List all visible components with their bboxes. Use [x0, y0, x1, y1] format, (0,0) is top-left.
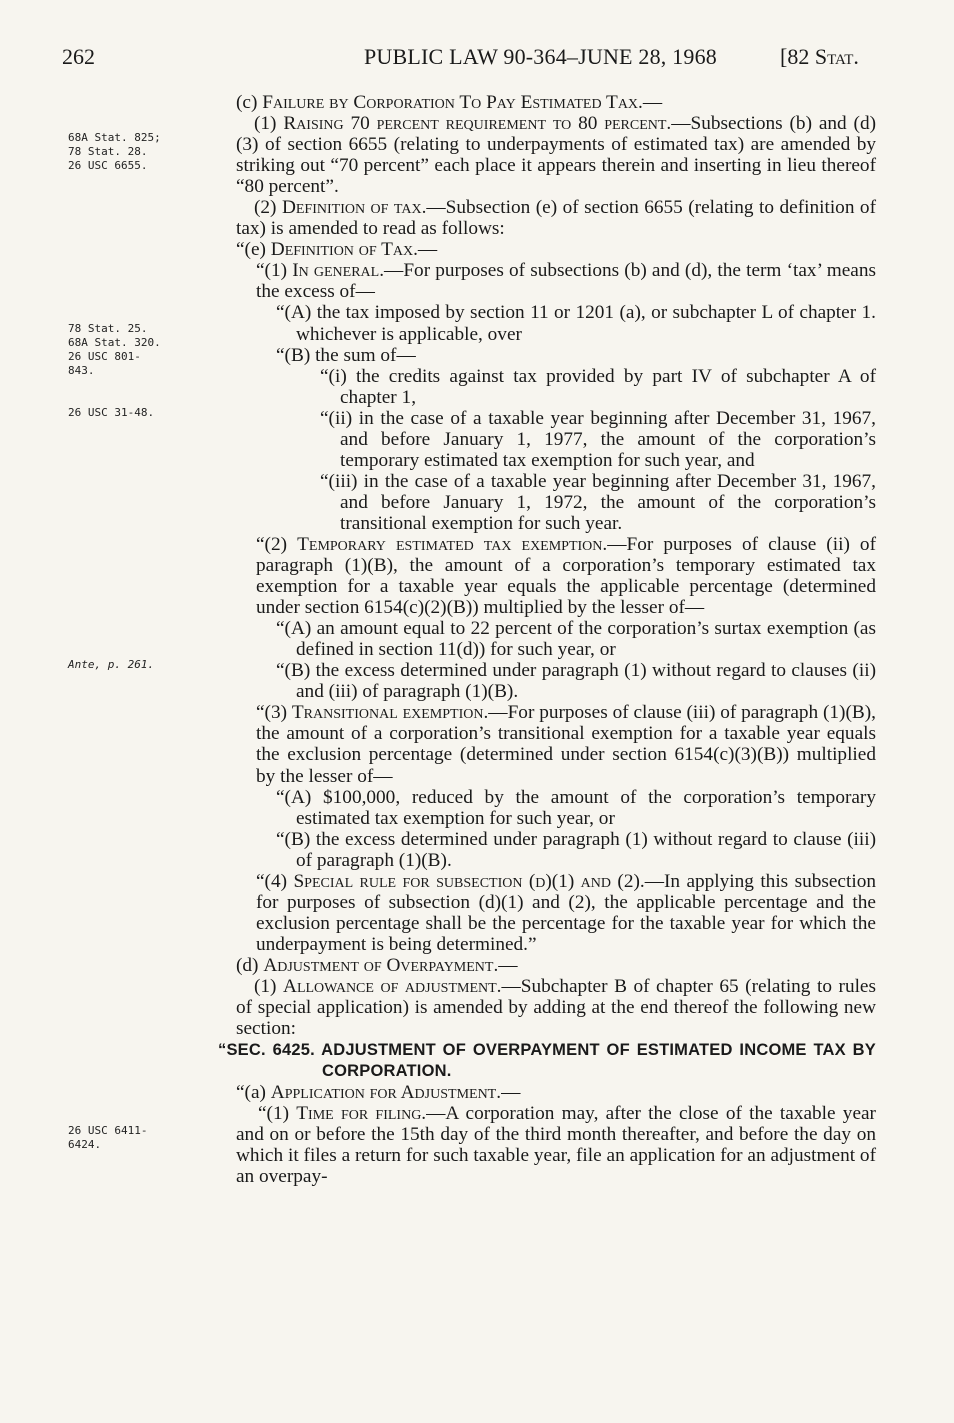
paragraph-heading: Time for filing. — [296, 1103, 427, 1125]
paragraph-heading: Adjustment of Overpayment. — [263, 954, 499, 976]
margin-note: Ante, p. 261. — [68, 658, 155, 671]
paragraph: “(B) the sum of— — [276, 344, 416, 366]
paragraph: “(B) the excess determined under paragraph (1) without regard to clauses (ii) and (iii) of paragraph (1)(B). — [276, 660, 876, 703]
paragraph: “(3) Transitional exemption.—For purposes of clause (iii) of paragraph (1)(B), the amount of a corporation’s transitional exemption for a taxable year equals the exclusion percentage (determined under section 6154(c)(3)(B)) multiplied by the lesser of— — [256, 702, 876, 787]
paragraph: “(1) In general.—For purposes of subsections (b) and (d), the term ‘tax’ means the excess of— — [256, 260, 876, 303]
paragraph: “(B) the excess determined under paragraph (1) without regard to clause (iii) of paragraph (1)(B). — [276, 828, 876, 871]
paragraph-heading: Transitional exemption. — [291, 702, 489, 724]
paragraph-heading: Definition of Tax. — [270, 239, 418, 261]
paragraph: “(A) an amount equal to 22 percent of the corporation’s surtax exemption (as defined in section 11(d)) for such year, or — [276, 618, 876, 661]
margin-note: 26 USC 6411- 6424. — [68, 1124, 148, 1151]
paragraph-heading: Definition of tax. — [281, 197, 427, 219]
paragraph: (1) Allowance of adjustment.—Subchapter B of chapter 65 (relating to rules of special application) is amended by adding at the end thereof the following new section: — [236, 975, 876, 1040]
paragraph: “(i) the credits against tax provided by part IV of subchapter A of chapter 1, — [320, 365, 876, 408]
page-header-title: PUBLIC LAW 90-364–JUNE 28, 1968 — [364, 44, 717, 69]
paragraph-heading: Application for Adjustment. — [270, 1082, 502, 1104]
paragraph-heading: In general. — [292, 260, 385, 282]
margin-note: 78 Stat. 25. 68A Stat. 320. 26 USC 801- 843. — [68, 322, 161, 377]
statute-volume: [82 — [780, 44, 815, 69]
paragraph: (1) Raising 70 percent requirement to 80 percent.—Subsections (b) and (d)(3) of section 6655 (relating to underpayments of estimated tax) are amended by striking out “70 percent” each place it appears therein and inserting in lieu thereof “80 percent”. — [236, 113, 876, 198]
paragraph-heading: Allowance of adjustment. — [283, 975, 502, 997]
paragraph: “(A) the tax imposed by section 11 or 1201 (a), or subchapter L of chapter 1. whichever is applicable, over — [276, 302, 876, 345]
paragraph: (c) Failure by Corporation To Pay Estimated Tax.— — [236, 92, 663, 113]
statute-reference — [780, 44, 859, 70]
section-heading: “SEC. 6425. ADJUSTMENT OF OVERPAYMENT OF ESTIMATED INCOME TAX BY CORPORATION. — [218, 1041, 876, 1081]
paragraph: “(a) Application for Adjustment.— — [236, 1082, 521, 1104]
paragraph-heading: Raising 70 percent requirement to 80 percent. — [283, 113, 672, 135]
paragraph: “(e) Definition of Tax.— — [236, 239, 438, 261]
paragraph: “(A) $100,000, reduced by the amount of the corporation’s temporary estimated tax exemption for such year, or — [276, 786, 876, 829]
paragraph: “(4) Special rule for subsection (d)(1) and (2).—In applying this subsection for purposes of subsection (d)(1) and (2), the applicable percentage and the exclusion percentage shall be the percentage for the taxable year for which the underpayment is being determined.” — [256, 870, 876, 955]
paragraph-heading: Failure by Corporation To Pay Estimated Tax. — [262, 92, 643, 113]
paragraph: (2) Definition of tax.—Subsection (e) of section 6655 (relating to definition of tax) is amended to read as follows: — [236, 197, 876, 240]
margin-note: 26 USC 31-48. — [68, 406, 155, 419]
margin-note: 68A Stat. 825; 78 Stat. 28. 26 USC 6655. — [68, 131, 161, 172]
paragraph: “(ii) in the case of a taxable year beginning after December 31, 1967, and before January 1, 1977, the amount of the corporation’s temporary estimated tax exemption for such year, and — [320, 407, 876, 471]
paragraph: “(iii) in the case of a taxable year beginning after December 31, 1967, and before January 1, 1972, the amount of the corporation’s transitional exemption for such year. — [320, 470, 876, 534]
statute-label: Stat. — [814, 44, 859, 69]
paragraph: (d) Adjustment of Overpayment.— — [236, 954, 518, 976]
body-text — [218, 92, 876, 1188]
page-number: 262 — [62, 44, 95, 69]
paragraph-heading: Temporary estimated tax exemption. — [297, 533, 608, 555]
paragraph-heading: Special rule for subsection (d)(1) and (2). — [293, 870, 645, 892]
paragraph: “(1) Time for filing.—A corporation may, after the close of the taxable year and on or before the 15th day of the third month thereafter, and before the day on which it files a return for such taxable year, file an application for an adjustment of an overpay- — [236, 1103, 876, 1188]
paragraph: “(2) Temporary estimated tax exemption.—For purposes of clause (ii) of paragraph (1)(B), the amount of a corporation’s temporary estimated tax exemption for a taxable year equals the applicable percentage (determined under section 6154(c)(2)(B)) multiplied by the lesser of— — [256, 533, 876, 619]
